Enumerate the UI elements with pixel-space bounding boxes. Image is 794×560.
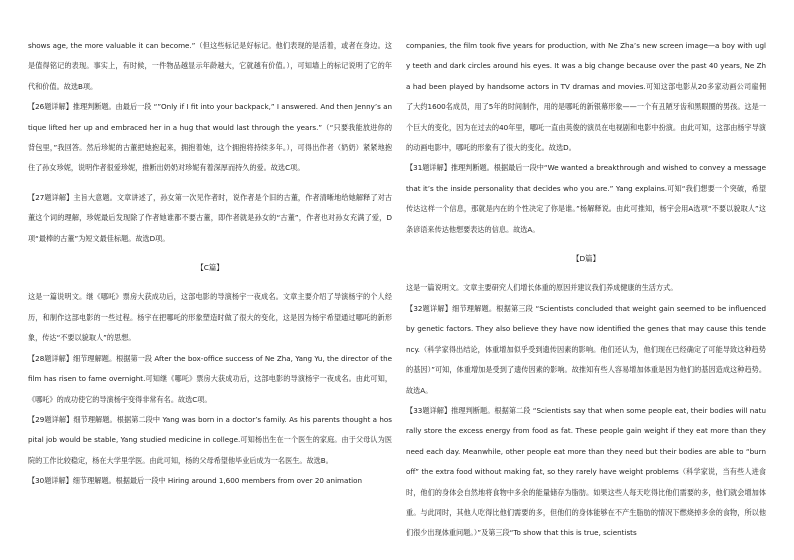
paragraph-spacer bbox=[28, 249, 392, 258]
answer-paragraph: 【32题详解】细节理解题。根据第三段 “Scientists concluded that weight gain seemed to be influenced by genetic factors. They also believe they have now identified the genes that may cause this tendency.（科学家得出结论，体重增加似乎受到遗传因素的影响。他们还认为，他们现在已经确定了可能导致这种趋势的基因）”可知，体重增加是受到了遗传因素的影响。故推知有些人容易增加体重是因为他们的基因造成这种趋势。故选A。 bbox=[406, 303, 766, 395]
answer-paragraph: 【27题详解】主旨大意题。文章讲述了，孙女第一次见作者时，说作者是个旧的古董，作者清晰地给她解释了对古董这个词的理解，珍妮最后发现除了作者她谁都不要古董，即作者就是孙女的“古董”，作者也对孙女充满了爱，D项“最棒的古董”为短文最佳标题。故选D项。 bbox=[28, 192, 392, 243]
section-heading: 【D篇】 bbox=[572, 254, 600, 264]
paragraph-spacer bbox=[406, 240, 766, 249]
answer-paragraph: 【30题详解】细节理解题。根据最后一段中 Hiring around 1,600 members from over 20 animation bbox=[28, 476, 363, 486]
answer-paragraph: shows age, the more valuable it can become.”（但这些标记是好标记。他们表现的是活着，或者在身边。这是值得铭记的表现。事实上，有时候，一件物品越显示年龄越大，它就越有价值。），可知墙上的标记说明了它的年代和价值。故选B项。 bbox=[28, 41, 392, 91]
paragraph-spacer bbox=[28, 278, 392, 287]
answer-paragraph: 【29题详解】细节理解题。根据第二段中 Yang was born in a doctor’s family. As his parents thought a hospital job would be stable, Yang studied medicine in college.可知杨出生在一个医生的家庭。由于父母认为医院的工作比较稳定，杨在大学里学医。由此可知，杨的父母希望他毕业后成为一名医生。故选B。 bbox=[28, 414, 392, 465]
answer-paragraph: 【28题详解】细节理解题。根据第一段 After the box-office success of Ne Zha, Yang Yu, the director of the film has risen to fame overnight.可知继《哪吒》票房大获成功后，这部电影的导演杨宇一夜成名。由此可知，《哪吒》的成功使它的导演杨宇变得非常有名。故选C项。 bbox=[28, 353, 392, 404]
answer-paragraph: 这是一篇说明文。继《哪吒》票房大获成功后，这部电影的导演杨宇一夜成名。文章主要介绍了导演杨宇的个人经历，和制作这部电影的一些过程。杨宇在把哪吒的形象塑造时做了很大的变化，这是因为杨宇希望通过哪吒的新形象，传达“不要以貌取人”的思想。 bbox=[28, 292, 392, 343]
right-column bbox=[406, 36, 766, 560]
answer-paragraph: companies, the film took five years for production, with Ne Zha’s new screen image—a boy with ugly teeth and dark circles around his eyes. It was a big change because over the past 40 years, Ne Zha had been played by handsome actors in TV dramas and movies.可知这部电影从20多家动画公司雇佣了大约1600名成员，用了5年的时间制作，用的是哪吒的新银幕形象——一个有丑陋牙齿和黑眼圈的男孩。这是一个巨大的变化，因为在过去的40年里，哪吒一直由英俊的演员在电视剧和电影中扮演。由此可知，这部由杨宇导演的动画电影中，哪吒的形象有了很大的变化。故选D。 bbox=[406, 41, 766, 153]
answer-paragraph: 这是一篇说明文。文章主要研究人们增长体重的原因并建议我们养成健康的生活方式。 bbox=[406, 283, 678, 293]
paragraph-spacer bbox=[28, 179, 392, 188]
paragraph-spacer bbox=[406, 269, 766, 278]
answer-paragraph: 【33题详解】推理判断题。根据第二段 “Scientists say that when some people eat, their bodies will naturally store the excess energy from food as fat. These people gain weight if they eat more than they need each day. Meanwhile, other people eat more than they need but their bodies are able to “burn off” the extra food without making fat, so they rarely have weight problems（科学家说，当有些人进食时，他们的身体会自然地将食物中多余的能量储存为脂肪。如果这些人每天吃得比他们需要的多，他们就会增加体重。与此同时，其他人吃得比他们需要的多，但他们的身体能够在不产生脂肪的情况下燃烧掉多余的食物，所以他们很少出现体重问题。）”及第三段“To show that this is true, scientists bbox=[406, 405, 766, 538]
answer-paragraph: 【31题详解】推理判断题。根据最后一段中“We wanted a breakthrough and wished to convey a message that it’s the inside personality that decides who you are.” Yang explains.可知“我们想要一个突破，希望传达这样一个信息，那就是内在的个性决定了你是谁。”杨解释说。由此可推知，杨宇会用A选项“不要以貌取人”这条谚语来传达他想要表达的信息。故选A。 bbox=[406, 163, 766, 234]
section-heading: 【C篇】 bbox=[196, 263, 224, 273]
answer-paragraph: 【26题详解】推理判断题。由最后一段 “”Only if I fit into your backpack,” I answered. And then Jenny’s antique lifted her up and embraced her in a hug that would last through the years.”（“只要我能放进你的背包里，”我回答。然后珍妮的古董把她抱起来，拥抱着她，这个拥抱将持续多年。），可得出作者（奶奶）紧紧地抱住了孙女珍妮，说明作者很爱珍妮，推断出奶奶对珍妮有着深厚而持久的爱。故选C项。 bbox=[28, 102, 392, 173]
left-column bbox=[28, 36, 392, 560]
